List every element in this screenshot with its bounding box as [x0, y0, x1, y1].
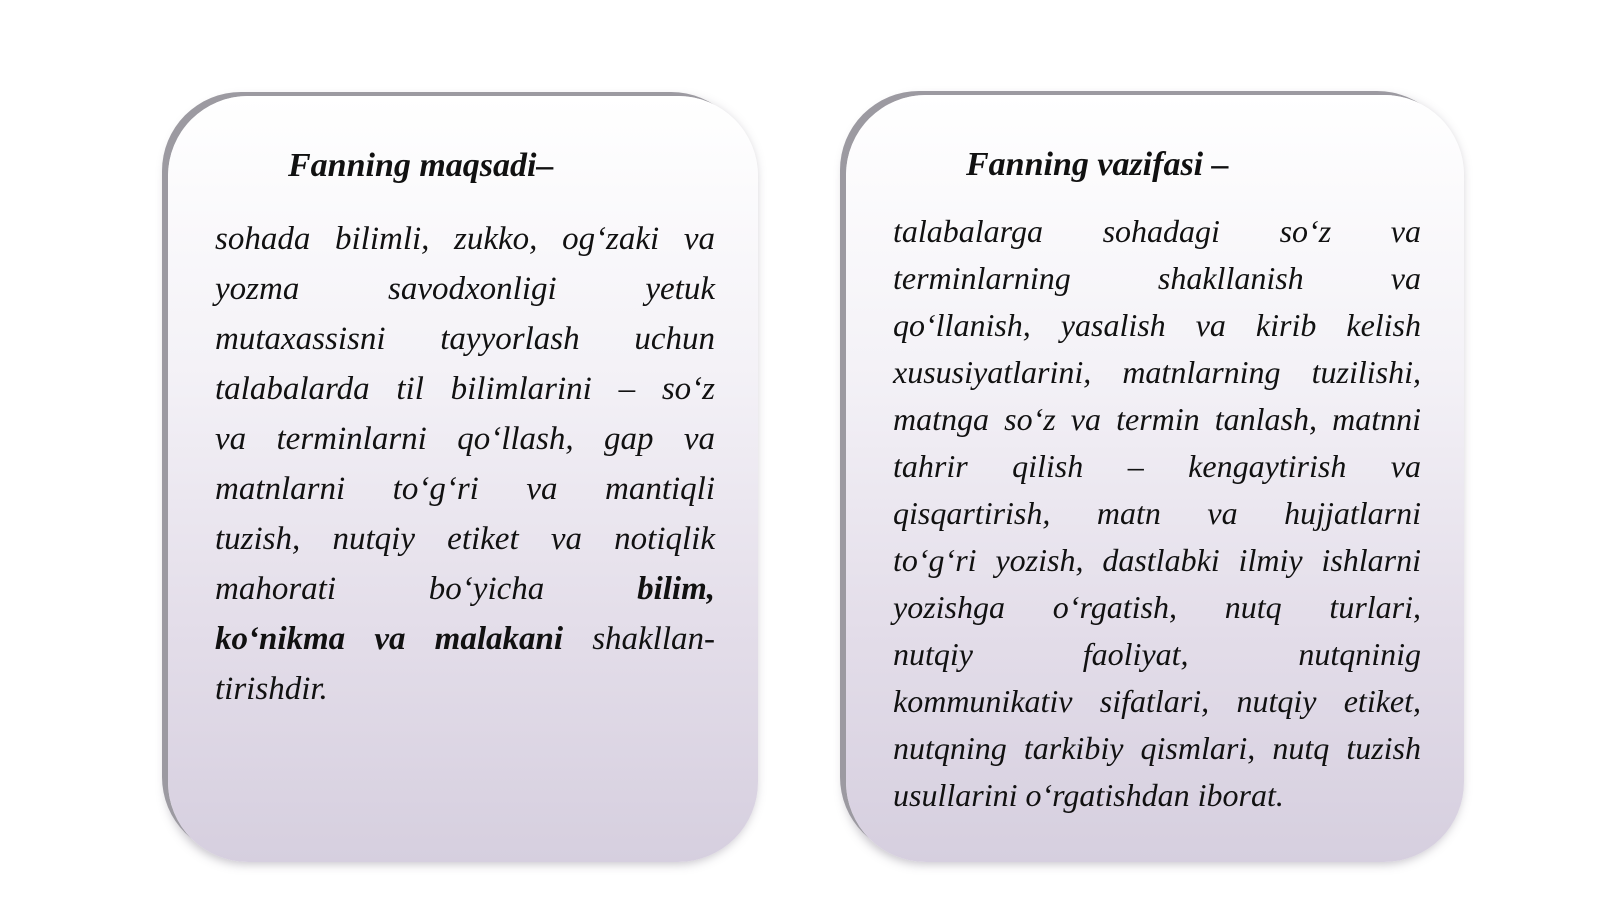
task-text-line: talabalarga sohadagi so‘z va	[893, 213, 1421, 249]
goal-text-emphasis: bilim,	[637, 571, 715, 607]
task-text-line: xususiyatlarini, matnlarning tuzilishi,	[893, 354, 1421, 390]
goal-text-fragment: mahorati bo‘yicha	[215, 571, 545, 607]
task-text-line: kommunikativ sifatlari, nutqiy etiket,	[893, 683, 1421, 719]
goal-card	[168, 96, 758, 862]
task-text-line: qo‘llanish, yasalish va kirib kelish	[893, 307, 1421, 343]
task-card	[846, 95, 1464, 862]
task-text-line: qisqartirish, matn va hujjatlarni	[893, 495, 1421, 531]
task-card-text	[893, 208, 1421, 819]
task-text-line: terminlarning shakllanish va	[893, 260, 1421, 296]
task-text-line: nutqning tarkibiy qismlari, nutq tuzish	[893, 730, 1421, 766]
goal-text-line: tirishdir.	[215, 671, 328, 707]
goal-text-line: yozma savodxonligi yetuk	[215, 271, 715, 307]
task-text-line: yozishga o‘rgatish, nutq turlari,	[893, 589, 1421, 625]
goal-text-line	[215, 564, 715, 614]
task-card-title: Fanning vazifasi –	[966, 146, 1229, 183]
goal-text-fragment: shakllan-	[592, 621, 716, 657]
task-text-line: nutqiy faoliyat, nutqninig	[893, 636, 1421, 672]
goal-text-line	[215, 614, 715, 664]
goal-card-title: Fanning maqsadi–	[288, 147, 554, 184]
goal-text-line: mutaxassisni tayyorlash uchun	[215, 321, 715, 357]
goal-text-line: matnlarni to‘g‘ri va mantiqli	[215, 471, 715, 507]
task-text-line: tahrir qilish – kengaytirish va	[893, 448, 1421, 484]
goal-text-line: tuzish, nutqiy etiket va notiqlik	[215, 521, 715, 557]
goal-text-emphasis: ko‘nikma va malakani	[215, 621, 564, 657]
task-text-line: matnga so‘z va termin tanlash, matnni	[893, 401, 1421, 437]
goal-text-line: va terminlarni qo‘llash, gap va	[215, 421, 715, 457]
task-text-line: usullarini o‘rgatishdan iborat.	[893, 777, 1284, 813]
task-text-line: to‘g‘ri yozish, dastlabki ilmiy ishlarni	[893, 542, 1421, 578]
goal-text-line: talabalarda til bilimlarini – so‘z	[215, 371, 715, 407]
goal-card-text	[215, 214, 715, 714]
goal-text-line: sohada bilimli, zukko, og‘zaki va	[215, 221, 715, 257]
